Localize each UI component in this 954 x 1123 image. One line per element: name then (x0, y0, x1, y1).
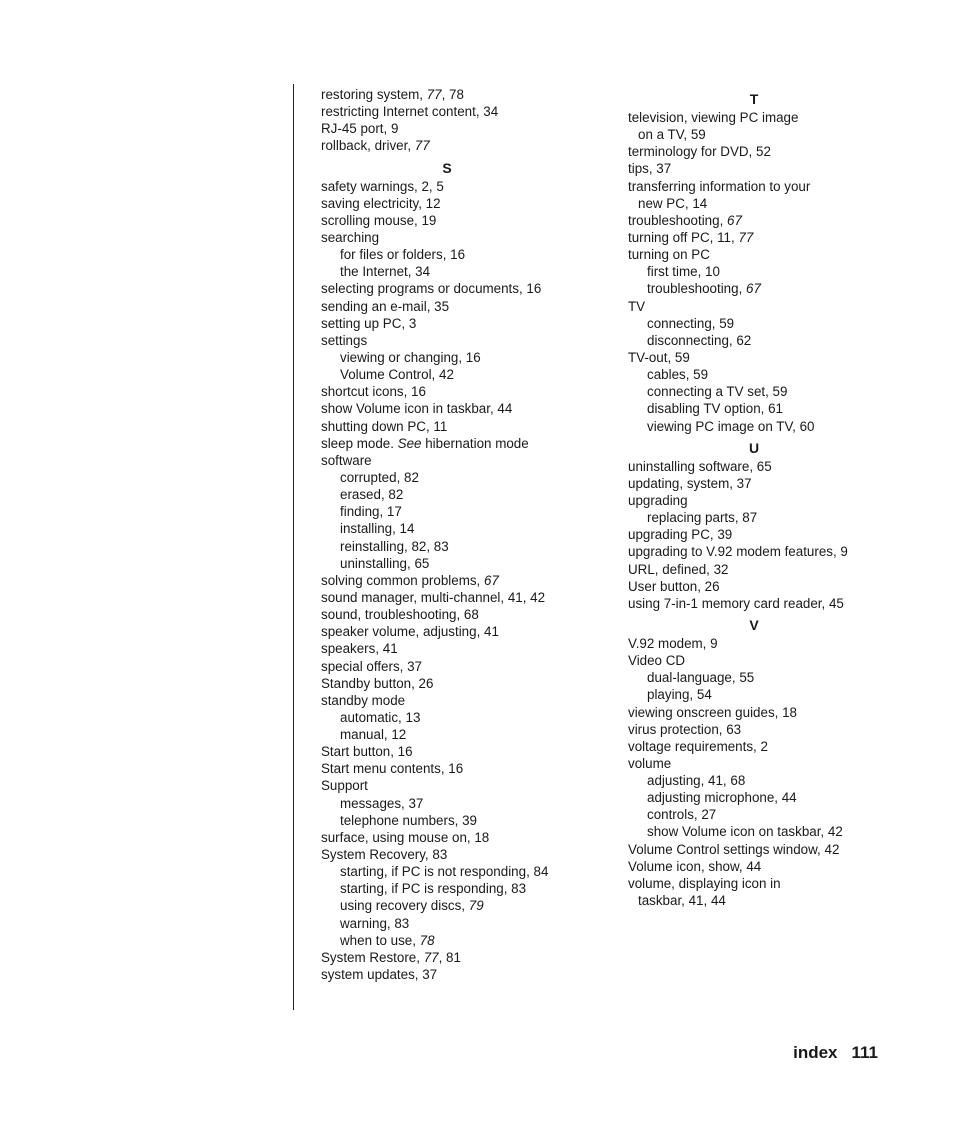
entry-text: sending an e-mail, 35 (321, 298, 450, 314)
section-letter-heading: U (748, 439, 760, 456)
index-subentry (321, 246, 611, 263)
entry-text: sound, troubleshooting, 68 (321, 607, 479, 623)
entry-text: troubleshooting, (647, 281, 747, 297)
entry-text: scrolling mouse, 19 (321, 212, 437, 228)
entry-text: solving common problems, (321, 572, 484, 588)
index-entry (628, 652, 918, 669)
entry-text: speaker volume, adjusting, 41 (321, 624, 499, 640)
index-entry (321, 212, 611, 229)
entry-text: Start menu contents, 16 (321, 761, 464, 777)
index-subentry (321, 263, 611, 280)
entry-text: volume, displaying icon in (628, 875, 781, 891)
index-entry (628, 475, 918, 492)
entry-text: system updates, 37 (321, 967, 438, 983)
entry-text: surface, using mouse on, 18 (321, 829, 490, 845)
index-entry (628, 160, 918, 177)
index-subentry (628, 772, 918, 789)
index-entry (321, 658, 611, 675)
index-entry (628, 635, 918, 652)
index-entry (628, 755, 918, 772)
entry-text: for files or folders, 16 (340, 247, 466, 263)
index-subentry (321, 486, 611, 503)
index-subentry (628, 789, 918, 806)
entry-text: shutting down PC, 11 (321, 418, 448, 434)
index-entry (628, 349, 918, 366)
index-subentry (321, 366, 611, 383)
index-entry (321, 400, 611, 417)
index-subentry (321, 880, 611, 897)
index-subentry (628, 400, 918, 417)
column-divider-rule (293, 84, 294, 1010)
entry-text: show Volume icon in taskbar, 44 (321, 401, 513, 417)
entry-text: See (397, 435, 422, 451)
index-subentry (628, 806, 918, 823)
entry-text: automatic, 13 (340, 709, 421, 725)
entry-text: playing, 54 (647, 687, 712, 703)
entry-text: television, viewing PC image (628, 110, 799, 125)
entry-text: connecting, 59 (647, 315, 735, 331)
index-entry-continuation (628, 892, 918, 909)
index-entry (321, 86, 611, 103)
entry-text: reinstalling, 82, 83 (340, 538, 449, 554)
index-subentry (628, 686, 918, 703)
index-entry (628, 458, 918, 475)
index-entry (321, 760, 611, 777)
section-letter-heading: T (749, 91, 759, 107)
section-letter-heading: V (749, 616, 759, 633)
index-subentry (321, 915, 611, 932)
entry-text: shortcut icons, 16 (321, 384, 426, 400)
index-entry (628, 578, 918, 595)
index-subentry (321, 469, 611, 486)
index-subentry (628, 509, 918, 526)
entry-text: installing, 14 (340, 521, 415, 537)
entry-text: selecting programs or documents, 16 (321, 281, 542, 297)
entry-text: finding, 17 (340, 504, 402, 520)
index-subentry (321, 812, 611, 829)
entry-text: telephone numbers, 39 (340, 812, 477, 828)
index-subentry (321, 795, 611, 812)
entry-text: turning on PC (628, 247, 710, 263)
entry-text: restoring system, (321, 87, 427, 102)
entry-text: taskbar, 41, 44 (638, 893, 726, 909)
index-entry (321, 692, 611, 709)
entry-text: uninstalling, 65 (340, 555, 430, 571)
index-subentry (321, 538, 611, 555)
index-entry (321, 640, 611, 657)
entry-text: turning off PC, 11, (628, 229, 739, 245)
index-subentry (628, 383, 918, 400)
entry-text: messages, 37 (340, 795, 424, 811)
index-entry-continuation (628, 126, 918, 143)
index-entry (321, 743, 611, 760)
entry-text: the Internet, 34 (340, 264, 431, 280)
entry-text: System Restore, (321, 949, 424, 965)
index-entry (321, 623, 611, 640)
index-entry (321, 332, 611, 349)
index-column-left (321, 86, 611, 983)
entry-text: disconnecting, 62 (647, 332, 752, 348)
entry-text: sound manager, multi-channel, 41, 42 (321, 589, 546, 605)
entry-text: starting, if PC is not responding, 84 (340, 864, 549, 880)
index-subentry (321, 520, 611, 537)
entry-text: sleep mode. (321, 435, 398, 451)
entry-text: uninstalling software, 65 (628, 458, 772, 474)
entry-text: rollback, driver, (321, 138, 415, 154)
entry-text: viewing PC image on TV, 60 (647, 418, 815, 434)
index-entry (628, 858, 918, 875)
entry-text: 77 (414, 138, 430, 154)
entry-text: speakers, 41 (321, 641, 398, 657)
index-entry (321, 383, 611, 400)
index-entry (321, 606, 611, 623)
index-entry (321, 829, 611, 846)
index-entry (321, 280, 611, 297)
index-entry (321, 949, 611, 966)
entry-text: virus protection, 63 (628, 721, 742, 737)
index-subentry (628, 332, 918, 349)
index-entry (321, 103, 611, 120)
index-entry (628, 143, 918, 160)
index-entry (628, 875, 918, 892)
entry-text: viewing or changing, 16 (340, 349, 481, 365)
entry-text: 67 (483, 572, 499, 588)
entry-text: V.92 modem, 9 (628, 635, 718, 651)
index-entry (321, 589, 611, 606)
entry-text: Volume Control, 42 (340, 367, 454, 383)
index-subentry (321, 863, 611, 880)
entry-text: updating, system, 37 (628, 475, 752, 491)
entry-text: TV (628, 298, 646, 314)
index-entry (628, 543, 918, 560)
index-entry (628, 492, 918, 509)
index-entry (321, 966, 611, 983)
entry-text: corrupted, 82 (340, 469, 419, 485)
index-entry (628, 229, 918, 246)
index-subentry (628, 315, 918, 332)
entry-text: new PC, 14 (638, 195, 708, 211)
index-entry (321, 315, 611, 332)
entry-text: controls, 27 (647, 807, 717, 823)
entry-text: adjusting, 41, 68 (647, 773, 746, 789)
index-entry (628, 561, 918, 578)
entry-text: TV-out, 59 (628, 349, 690, 365)
entry-text: 67 (746, 281, 761, 297)
index-entry (321, 435, 611, 452)
index-subentry (321, 709, 611, 726)
index-subentry (628, 823, 918, 840)
entry-text: special offers, 37 (321, 658, 422, 674)
index-entry (321, 178, 611, 195)
entry-text: System Recovery, 83 (321, 847, 448, 863)
index-entry (321, 572, 611, 589)
entry-text: transferring information to your (628, 178, 811, 194)
entry-text: Volume icon, show, 44 (628, 858, 762, 874)
entry-text: tips, 37 (628, 161, 672, 177)
entry-text: warning, 83 (340, 915, 410, 931)
entry-text: Support (321, 778, 368, 794)
index-column-right (628, 86, 918, 909)
entry-text: software (321, 452, 372, 468)
entry-text: when to use, (340, 932, 420, 948)
entry-text: hibernation mode (421, 435, 529, 451)
entry-text: Video CD (628, 653, 686, 669)
entry-text: Volume Control settings window, 42 (628, 841, 840, 857)
entry-text: 77 (738, 229, 754, 245)
index-subentry (321, 897, 611, 914)
entry-text: 78 (419, 932, 435, 948)
index-subentry (321, 503, 611, 520)
entry-text: connecting a TV set, 59 (647, 384, 788, 400)
entry-text: adjusting microphone, 44 (647, 790, 797, 806)
entry-text: standby mode (321, 692, 406, 708)
index-entry (321, 452, 611, 469)
page-number: 111 (851, 1043, 878, 1062)
entry-text: troubleshooting, (628, 212, 728, 228)
entry-text: safety warnings, 2, 5 (321, 178, 444, 194)
index-subentry (628, 263, 918, 280)
index-entry (321, 298, 611, 315)
entry-text: upgrading to V.92 modem features, 9 (628, 544, 848, 560)
entry-text: 77 (426, 87, 442, 102)
entry-text: terminology for DVD, 52 (628, 144, 771, 160)
entry-text: , 81 (438, 949, 461, 965)
entry-text: 67 (727, 212, 742, 228)
index-entry (321, 777, 611, 794)
index-entry (321, 137, 611, 154)
entry-text: URL, defined, 32 (628, 561, 729, 577)
index-entry (321, 195, 611, 212)
entry-text: , 78 (441, 87, 464, 102)
index-entry (628, 298, 918, 315)
index-entry-continuation (628, 195, 918, 212)
entry-text: volume (628, 755, 672, 771)
entry-text: show Volume icon on taskbar, 42 (647, 824, 843, 840)
entry-text: upgrading (628, 492, 688, 508)
index-entry (321, 846, 611, 863)
entry-text: manual, 12 (340, 727, 407, 743)
entry-text: setting up PC, 3 (321, 315, 417, 331)
index-subentry (628, 669, 918, 686)
entry-text: 79 (468, 898, 484, 914)
entry-text: saving electricity, 12 (321, 195, 441, 211)
entry-text: restricting Internet content, 34 (321, 104, 499, 120)
index-entry (321, 675, 611, 692)
index-entry (628, 721, 918, 738)
index-entry (628, 841, 918, 858)
entry-text: using recovery discs, (340, 898, 469, 914)
entry-text: 77 (423, 949, 439, 965)
index-entry (321, 120, 611, 137)
index-subentry (321, 726, 611, 743)
entry-text: erased, 82 (340, 487, 404, 503)
index-entry (628, 212, 918, 229)
index-subentry (628, 418, 918, 435)
entry-text: voltage requirements, 2 (628, 738, 768, 754)
entry-text: Standby button, 26 (321, 675, 434, 691)
section-letter-heading: S (442, 159, 452, 176)
entry-text: on a TV, 59 (638, 127, 706, 143)
entry-text: settings (321, 332, 368, 348)
entry-text: searching (321, 229, 380, 245)
index-subentry (628, 366, 918, 383)
index-subentry (321, 932, 611, 949)
entry-text: disabling TV option, 61 (647, 401, 783, 417)
index-entry (628, 178, 918, 195)
index-entry (628, 595, 918, 612)
index-entry (628, 109, 918, 126)
entry-text: RJ-45 port, 9 (321, 121, 399, 137)
index-subentry (321, 349, 611, 366)
footer-label: index (793, 1043, 838, 1062)
entry-text: replacing parts, 87 (647, 510, 758, 526)
entry-text: first time, 10 (647, 264, 720, 280)
index-subentry (628, 280, 918, 297)
entry-text: cables, 59 (647, 367, 709, 383)
entry-text: User button, 26 (628, 578, 720, 594)
entry-text: starting, if PC is responding, 83 (340, 881, 527, 897)
index-entry (628, 246, 918, 263)
index-entry (628, 704, 918, 721)
entry-text: dual-language, 55 (647, 670, 755, 686)
index-entry (321, 229, 611, 246)
entry-text: viewing onscreen guides, 18 (628, 704, 797, 720)
entry-text: Start button, 16 (321, 744, 413, 760)
index-entry (628, 738, 918, 755)
index-subentry (321, 555, 611, 572)
index-entry (628, 526, 918, 543)
entry-text: using 7-in-1 memory card reader, 45 (628, 595, 844, 611)
entry-text: upgrading PC, 39 (628, 527, 733, 543)
index-entry (321, 418, 611, 435)
page-footer (793, 1043, 878, 1063)
